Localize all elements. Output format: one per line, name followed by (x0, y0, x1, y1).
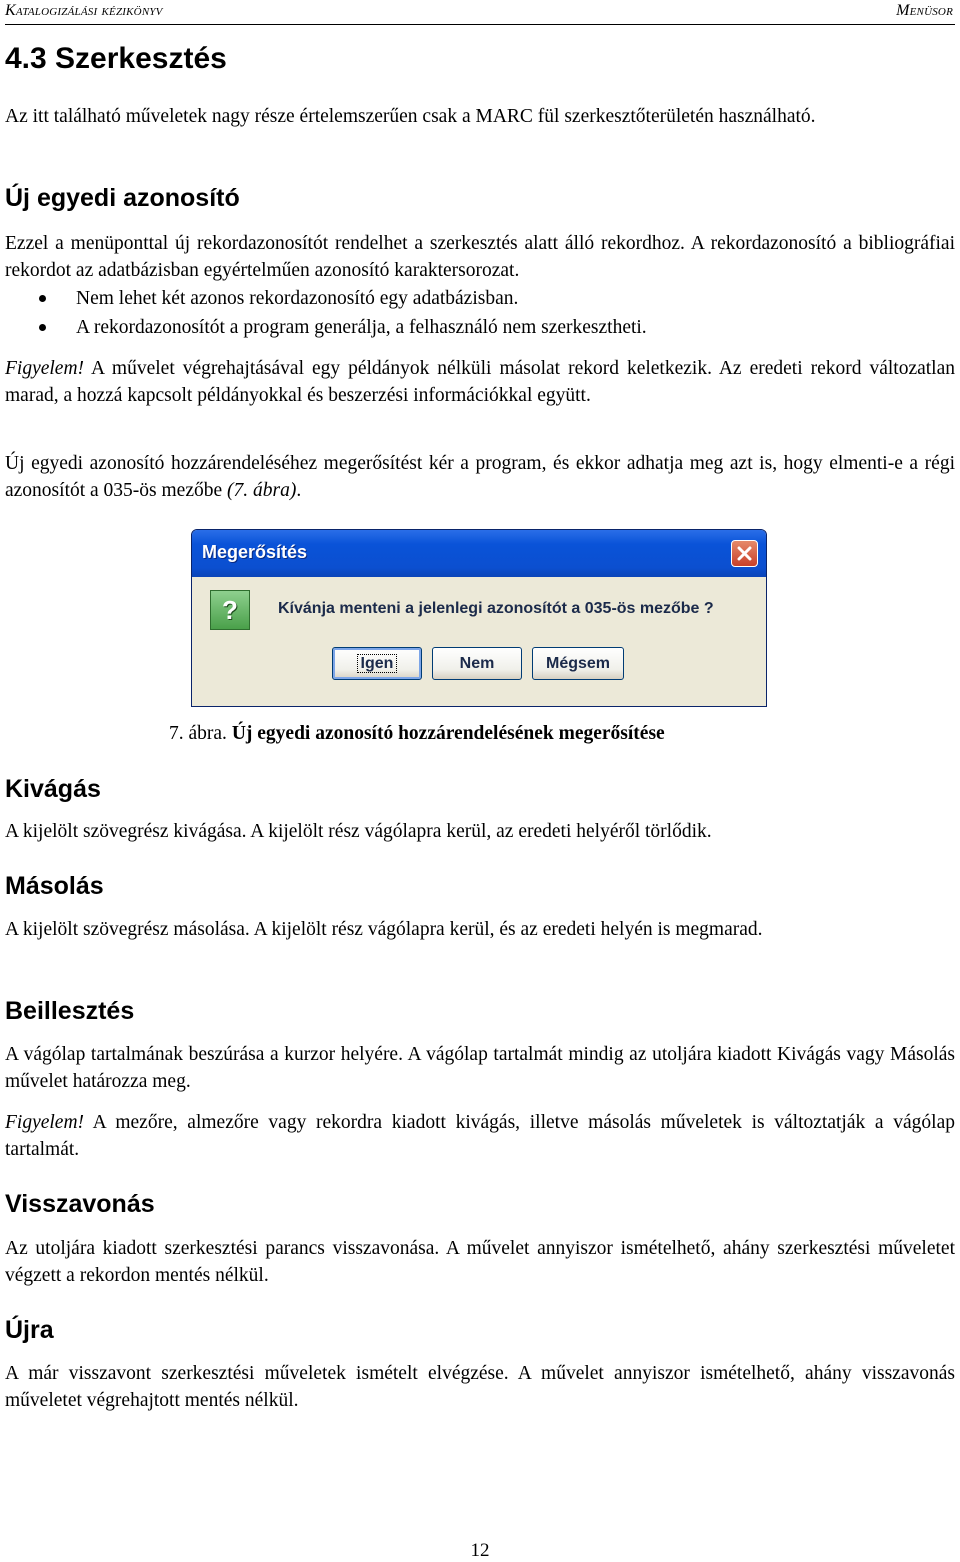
intro-paragraph: Az itt található műveletek nagy része értelemszerűen csak a MARC fül szerkesztőterületén használható. (5, 106, 816, 127)
figure-number: 7. ábra. (169, 723, 232, 744)
confirmation-end: . (296, 480, 302, 501)
warning-label: Figyelem! (5, 1112, 85, 1133)
figure-caption-text: Új egyedi azonosító hozzárendelésének megerősítése (231, 723, 665, 744)
heading-uj-egyedi-azonosito: Új egyedi azonosító (5, 184, 240, 212)
heading-ujra: Újra (5, 1316, 54, 1344)
list-item-text: A rekordazonosítót a program generálja, a felhasználó nem szerkesztheti. (76, 317, 647, 338)
dialog-message: Kívánja menteni a jelenlegi azonosítót a 035-ös mezőbe ? (278, 600, 714, 617)
dialog-title: Megerősítés (202, 542, 308, 562)
dialog-body (196, 577, 762, 702)
confirmation-paragraph (5, 450, 955, 504)
page-number: 12 (470, 1540, 490, 1561)
header-book-title: Katalogizálási kézikönyv (5, 2, 163, 19)
warning-label: Figyelem! (5, 358, 85, 379)
yes-button-label: Igen (357, 654, 398, 673)
kivagas-paragraph: A kijelölt szövegrész kivágása. A kijelölt rész vágólapra kerül, az eredeti helyéről törlődik. (5, 821, 712, 842)
uj-egyedi-bullet-list (34, 284, 934, 342)
ujra-paragraph: A már visszavont szerkesztési műveletek ismételt elvégzése. A művelet annyiszor ismételhető, ahány visszavonás műveletet végrehajtott mentés nélkül. (5, 1363, 955, 1411)
visszavonas-paragraph: Az utoljára kiadott szerkesztési parancs visszavonása. A művelet annyiszor ismételhető, ahány szerkesztési műveletet végzett a rekordon mentés nélkül. (5, 1238, 955, 1286)
bullet-icon (39, 324, 46, 331)
no-button[interactable]: Nem (432, 647, 522, 680)
section-title: 4.3 Szerkesztés (5, 42, 227, 75)
warning-text: A művelet végrehajtásával egy példányok nélküli másolat rekord keletkezik. Az eredeti rekord változatlan marad, a hozzá kapcsolt példányokkal és beszerzési információkkal együtt. (5, 358, 955, 406)
figure-caption (169, 723, 665, 745)
uj-egyedi-warning-paragraph (5, 355, 955, 409)
dialog-titlebar (192, 530, 766, 577)
heading-visszavonas: Visszavonás (5, 1190, 155, 1218)
uj-egyedi-paragraph: Ezzel a menüponttal új rekordazonosítót rendelhet a szerkesztés alatt álló rekordhoz. A rekordazonosító a bibliográfiai rekordot az adatbázisban egyértelműen azonosító karaktersorozat. (5, 233, 955, 281)
list-item-text: Nem lehet két azonos rekordazonosító egy adatbázisban. (76, 288, 519, 309)
figure-reference: (7. ábra) (227, 480, 297, 501)
heading-masolas: Másolás (5, 872, 104, 900)
heading-beillesztes: Beillesztés (5, 997, 135, 1025)
list-item (34, 313, 934, 342)
page-header (5, 0, 955, 25)
masolas-paragraph: A kijelölt szövegrész másolása. A kijelölt rész vágólapra kerül, és az eredeti helyén is megmarad. (5, 919, 763, 940)
bullet-icon (39, 295, 46, 302)
question-icon: ? (210, 590, 250, 630)
beillesztes-warning-paragraph (5, 1109, 955, 1163)
confirmation-dialog-screenshot (191, 529, 767, 707)
beillesztes-paragraph: A vágólap tartalmának beszúrása a kurzor helyére. A vágólap tartalmát mindig az utoljára kiadott Kivágás vagy Másolás művelet határozza meg. (5, 1044, 955, 1092)
warning-text: A mezőre, almezőre vagy rekordra kiadott kivágás, illetve másolás műveletek is változtatják a vágólap tartalmát. (5, 1112, 955, 1160)
list-item (34, 284, 934, 313)
close-icon[interactable] (731, 540, 758, 567)
yes-button[interactable] (332, 647, 422, 680)
cancel-button[interactable]: Mégsem (532, 647, 624, 680)
heading-kivagas: Kivágás (5, 775, 101, 803)
confirmation-text: Új egyedi azonosító hozzárendeléséhez megerősítést kér a program, és ekkor adhatja meg azt is, hogy elmenti-e a régi azonosítót a 035-ös mezőbe (5, 453, 955, 501)
header-chapter-title: Menüsor (896, 2, 953, 19)
